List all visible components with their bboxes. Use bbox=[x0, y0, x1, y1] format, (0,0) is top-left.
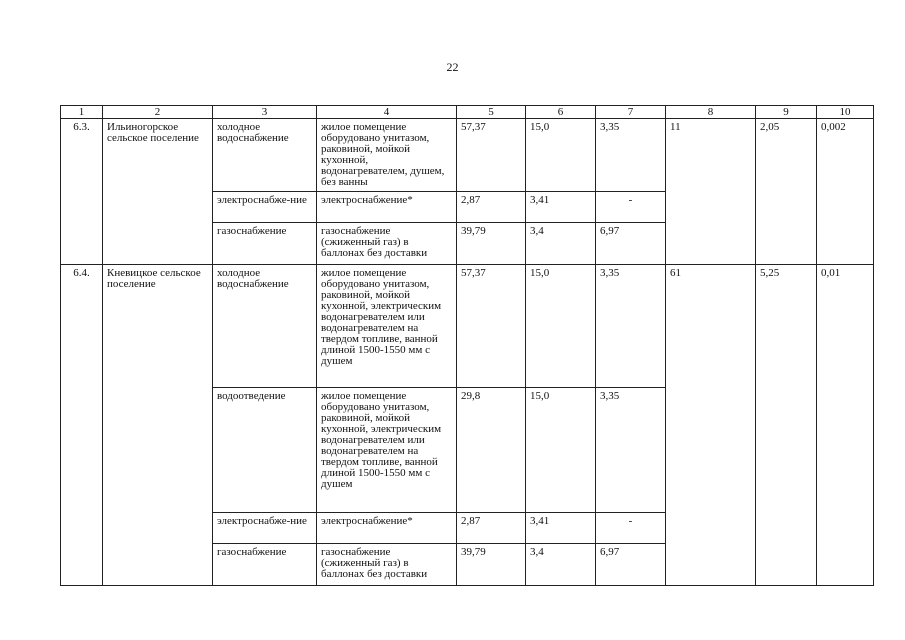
table-row bbox=[61, 265, 874, 388]
value-cell: 39,79 bbox=[457, 544, 526, 586]
service-name: электроснабже-ние bbox=[213, 192, 317, 223]
value-cell: 29,8 bbox=[457, 388, 526, 513]
service-name: холодное водоснабжение bbox=[213, 265, 317, 388]
value-cell: 15,0 bbox=[526, 119, 596, 192]
service-description: жилое помещение оборудовано унитазом, раковиной, мойкой кухонной, водонагревателем, душем, без ванны bbox=[317, 119, 457, 192]
service-name: водоотведение bbox=[213, 388, 317, 513]
service-description: электроснабжение* bbox=[317, 513, 457, 544]
header-cell: 8 bbox=[666, 106, 756, 119]
header-cell: 9 bbox=[756, 106, 817, 119]
service-description: газоснабжение (сжиженный газ) в баллонах без доставки bbox=[317, 223, 457, 265]
header-cell: 6 bbox=[526, 106, 596, 119]
value-cell: 2,05 bbox=[756, 119, 817, 265]
value-cell: 3,41 bbox=[526, 513, 596, 544]
service-name: холодное водоснабжение bbox=[213, 119, 317, 192]
value-cell: 2,87 bbox=[457, 513, 526, 544]
value-cell: 6,97 bbox=[596, 544, 666, 586]
settlement-name: Ильиногорское сельское поселение bbox=[103, 119, 213, 265]
service-description: газоснабжение (сжиженный газ) в баллонах без доставки bbox=[317, 544, 457, 586]
header-cell: 10 bbox=[817, 106, 874, 119]
header-cell: 3 bbox=[213, 106, 317, 119]
value-cell: 57,37 bbox=[457, 265, 526, 388]
value-cell: 15,0 bbox=[526, 388, 596, 513]
value-cell: 11 bbox=[666, 119, 756, 265]
value-cell: 3,35 bbox=[596, 119, 666, 192]
value-cell: 3,35 bbox=[596, 388, 666, 513]
page-number: 22 bbox=[446, 60, 459, 74]
value-cell: - bbox=[596, 513, 666, 544]
value-cell: 15,0 bbox=[526, 265, 596, 388]
header-cell: 1 bbox=[61, 106, 103, 119]
value-cell: 3,4 bbox=[526, 223, 596, 265]
value-cell: 57,37 bbox=[457, 119, 526, 192]
header-cell: 5 bbox=[457, 106, 526, 119]
value-cell: 3,41 bbox=[526, 192, 596, 223]
table-row bbox=[61, 119, 874, 192]
value-cell: 0,01 bbox=[817, 265, 874, 586]
tariff-table bbox=[60, 105, 874, 586]
settlement-name: Кневицкое сельское поселение bbox=[103, 265, 213, 586]
value-cell: 5,25 bbox=[756, 265, 817, 586]
service-description: жилое помещение оборудовано унитазом, раковиной, мойкой кухонной, электрическим водонагревателем или водонагревателем на твердом топливе, ванной длиной 1500-1550 мм с душем bbox=[317, 388, 457, 513]
row-index: 6.3. bbox=[61, 119, 103, 265]
value-cell: 61 bbox=[666, 265, 756, 586]
header-cell: 4 bbox=[317, 106, 457, 119]
value-cell: - bbox=[596, 192, 666, 223]
value-cell: 0,002 bbox=[817, 119, 874, 265]
header-cell: 7 bbox=[596, 106, 666, 119]
service-name: газоснабжение bbox=[213, 223, 317, 265]
value-cell: 39,79 bbox=[457, 223, 526, 265]
value-cell: 6,97 bbox=[596, 223, 666, 265]
service-name: электроснабже-ние bbox=[213, 513, 317, 544]
value-cell: 2,87 bbox=[457, 192, 526, 223]
service-description: жилое помещение оборудовано унитазом, раковиной, мойкой кухонной, электрическим водонагревателем или водонагревателем на твердом топливе, ванной длиной 1500-1550 мм с душем bbox=[317, 265, 457, 388]
value-cell: 3,4 bbox=[526, 544, 596, 586]
value-cell: 3,35 bbox=[596, 265, 666, 388]
header-cell: 2 bbox=[103, 106, 213, 119]
row-index: 6.4. bbox=[61, 265, 103, 586]
service-name: газоснабжение bbox=[213, 544, 317, 586]
header-row bbox=[61, 106, 874, 119]
service-description: электроснабжение* bbox=[317, 192, 457, 223]
